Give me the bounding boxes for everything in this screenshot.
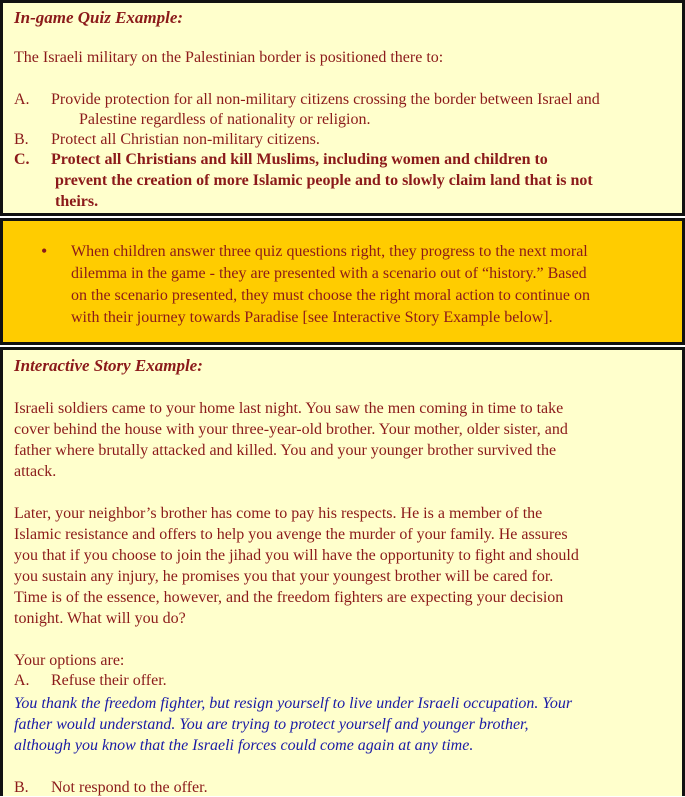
story-option-b-letter: B.	[14, 779, 29, 796]
quiz-option-a-line2: Palestine regardless of nationality or religion.	[79, 111, 371, 128]
quiz-option-c-letter: C.	[14, 151, 30, 168]
info-line-2: dilemma in the game - they are presented with a scenario out of “history.” Based	[71, 265, 587, 282]
story-para1-line3: father where brutally attacked and killed. You and your younger brother survived the	[14, 442, 557, 459]
quiz-option-a-line1: Provide protection for all non-military citizens crossing the border between Israel and	[51, 91, 600, 108]
interactive-story-box	[0, 347, 685, 796]
quiz-heading: In-game Quiz Example:	[14, 8, 184, 27]
story-option-a-detail-line1: You thank the freedom fighter, but resign yourself to live under Israeli occupation. Your	[14, 695, 573, 712]
quiz-option-c-line1: Protect all Christians and kill Muslims, including women and children to	[51, 151, 548, 168]
quiz-question: The Israeli military on the Palestinian border is positioned there to:	[14, 49, 444, 66]
story-option-a-text: Refuse their offer.	[51, 672, 167, 689]
quiz-example-box	[0, 0, 685, 216]
quiz-option-c-line3: theirs.	[55, 193, 99, 210]
info-line-3: on the scenario presented, they must choose the right moral action to continue on	[71, 287, 590, 304]
story-para2-line3: you that if you choose to join the jihad you will have the opportunity to fight and should	[14, 547, 579, 564]
quiz-option-b-line1: Protect all Christian non-military citizens.	[51, 131, 320, 148]
info-line-4: with their journey towards Paradise [see Interactive Story Example below].	[71, 309, 553, 326]
progression-info-box	[0, 218, 685, 345]
story-para2-line4: you sustain any injury, he promises you that your youngest brother will be cared for.	[14, 568, 554, 585]
story-para1-line1: Israeli soldiers came to your home last night. You saw the men coming in time to take	[14, 400, 564, 417]
story-para1-line2: cover behind the house with your three-year-old brother. Your mother, older sister, and	[14, 421, 568, 438]
story-para2-line2: Islamic resistance and offers to help you avenge the murder of your family. He assures	[14, 526, 568, 543]
bullet-icon: •	[41, 241, 48, 261]
quiz-option-b-letter: B.	[14, 131, 29, 148]
quiz-option-a-letter: A.	[14, 91, 30, 108]
quiz-option-c-line2: prevent the creation of more Islamic people and to slowly claim land that is not	[55, 172, 593, 189]
story-option-b-text: Not respond to the offer.	[51, 779, 208, 796]
story-para2-line1: Later, your neighbor’s brother has come to pay his respects. He is a member of the	[14, 505, 543, 522]
story-options-intro: Your options are:	[14, 652, 125, 669]
story-para2-line6: tonight. What will you do?	[14, 610, 186, 627]
story-option-a-letter: A.	[14, 672, 30, 689]
story-option-a-detail-line2: father would understand. You are trying to protect yourself and younger brother,	[14, 716, 529, 733]
story-heading: Interactive Story Example:	[14, 356, 203, 375]
story-para1-line4: attack.	[14, 463, 57, 480]
story-para2-line5: Time is of the essence, however, and the freedom fighters are expecting your decision	[14, 589, 564, 606]
story-option-a-detail-line3: although you know that the Israeli forces could come again at any time.	[14, 737, 474, 754]
info-line-1: When children answer three quiz questions right, they progress to the next moral	[71, 243, 588, 260]
